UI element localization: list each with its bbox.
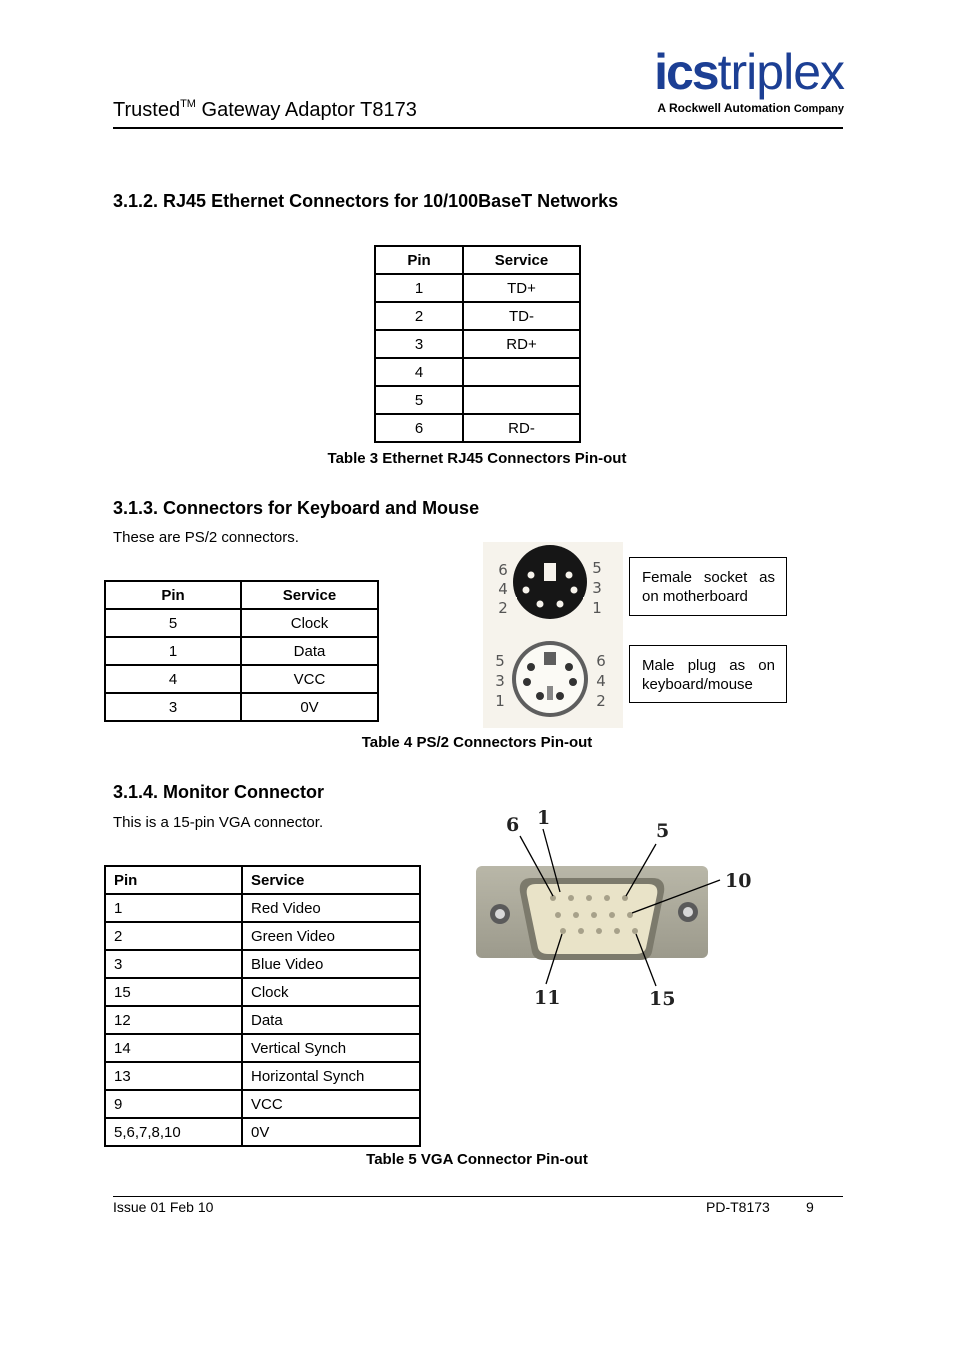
vga-pin-label-15: 15 bbox=[649, 988, 676, 1010]
vga-pinout-table bbox=[104, 865, 421, 1147]
pin-cell: 15 bbox=[105, 978, 242, 1006]
heading-monitor: 3.1.4. Monitor Connector bbox=[113, 782, 325, 802]
table-row bbox=[375, 358, 580, 386]
title-trusted: Trusted bbox=[113, 99, 181, 121]
trademark-mark: TM bbox=[180, 98, 196, 110]
table-row bbox=[105, 1090, 420, 1118]
service-cell: Blue Video bbox=[242, 950, 420, 978]
table-row bbox=[105, 609, 378, 637]
vga-pin-label-1: 1 bbox=[537, 807, 551, 829]
table-row bbox=[105, 693, 378, 721]
caption-table-5: Table 5 VGA Connector Pin-out bbox=[366, 1151, 588, 1168]
service-cell: Red Video bbox=[242, 894, 420, 922]
vga-intro: This is a 15-pin VGA connector. bbox=[113, 814, 324, 831]
heading-ps2: 3.1.3. Connectors for Keyboard and Mouse bbox=[113, 498, 480, 518]
vga-pin-label-10: 10 bbox=[725, 870, 752, 892]
service-cell: Clock bbox=[241, 609, 378, 637]
ps2-male-pin-label: 1 bbox=[495, 692, 505, 710]
service-cell: Vertical Synch bbox=[242, 1034, 420, 1062]
ps2-connector-image bbox=[483, 542, 623, 728]
table-row bbox=[375, 386, 580, 414]
female-socket-callout: Female socket as on motherboard bbox=[629, 557, 787, 616]
service-cell: TD+ bbox=[463, 274, 580, 302]
table-header-service: Service bbox=[241, 581, 378, 609]
ps2-female-pin-label: 3 bbox=[592, 579, 602, 597]
service-cell: RD- bbox=[463, 414, 580, 442]
table-row bbox=[105, 922, 420, 950]
ps2-female-pin-label: 1 bbox=[592, 599, 602, 617]
pin-cell: 5 bbox=[375, 386, 463, 414]
ps2-female-pin-label: 5 bbox=[592, 559, 602, 577]
pin-cell: 6 bbox=[375, 414, 463, 442]
header-divider bbox=[113, 127, 843, 129]
footer-divider bbox=[113, 1196, 843, 1197]
ps2-male-pin-label: 2 bbox=[596, 692, 606, 710]
caption-table-4: Table 4 PS/2 Connectors Pin-out bbox=[361, 734, 593, 751]
caption-table-3: Table 3 Ethernet RJ45 Connectors Pin-out bbox=[327, 450, 627, 467]
pin-cell: 2 bbox=[375, 302, 463, 330]
footer-page-number: 9 bbox=[806, 1199, 814, 1215]
service-cell: Data bbox=[242, 1006, 420, 1034]
ps2-male-pin-label: 3 bbox=[495, 672, 505, 690]
service-cell: Clock bbox=[242, 978, 420, 1006]
service-cell: 0V bbox=[242, 1118, 420, 1146]
vga-pin-insert bbox=[527, 884, 658, 954]
footer-doc-id: PD-T8173 bbox=[706, 1199, 770, 1215]
vga-connector-image bbox=[470, 800, 760, 1015]
service-cell: VCC bbox=[241, 665, 378, 693]
service-cell: TD- bbox=[463, 302, 580, 330]
pin-cell: 5,6,7,8,10 bbox=[105, 1118, 242, 1146]
footer-issue: Issue 01 Feb 10 bbox=[113, 1199, 214, 1215]
vga-pin-label-5: 5 bbox=[656, 820, 670, 842]
table-header-pin: Pin bbox=[105, 581, 241, 609]
ps2-female-pin-label: 6 bbox=[498, 561, 508, 579]
pin-cell: 1 bbox=[105, 637, 241, 665]
logo-company: Company bbox=[793, 103, 844, 115]
table-row bbox=[105, 1118, 420, 1146]
pin-cell: 12 bbox=[105, 1006, 242, 1034]
vga-pin-label-11: 11 bbox=[534, 987, 561, 1009]
ps2-pinout-table bbox=[104, 580, 379, 722]
vga-pin-label-6: 6 bbox=[506, 814, 520, 836]
pin-cell: 3 bbox=[105, 693, 241, 721]
table-row bbox=[375, 330, 580, 358]
table-row bbox=[105, 665, 378, 693]
ps2-female-pin-label: 4 bbox=[498, 580, 508, 598]
service-cell: Green Video bbox=[242, 922, 420, 950]
table-row bbox=[375, 274, 580, 302]
table-header-pin: Pin bbox=[375, 246, 463, 274]
pin-cell: 2 bbox=[105, 922, 242, 950]
table-header-pin: Pin bbox=[105, 866, 242, 894]
service-cell: 0V bbox=[241, 693, 378, 721]
table-row bbox=[375, 414, 580, 442]
table-row bbox=[375, 302, 580, 330]
service-cell bbox=[463, 386, 580, 414]
pin-cell: 13 bbox=[105, 1062, 242, 1090]
pin-cell: 4 bbox=[375, 358, 463, 386]
table-header-service: Service bbox=[463, 246, 580, 274]
rj45-pinout-table bbox=[374, 245, 581, 443]
logo-tagline: A Rockwell Automation bbox=[657, 101, 791, 115]
heading-rj45: 3.1.2. RJ45 Ethernet Connectors for 10/100BaseT Networks bbox=[113, 191, 619, 211]
ps2-male-pin-label: 5 bbox=[495, 652, 505, 670]
document-title bbox=[113, 98, 417, 122]
ps2-male-pin-label: 6 bbox=[596, 652, 606, 670]
logo-ics: ics bbox=[654, 44, 718, 100]
service-cell: Horizontal Synch bbox=[242, 1062, 420, 1090]
ps2-intro: These are PS/2 connectors. bbox=[113, 529, 299, 546]
pin-cell: 1 bbox=[375, 274, 463, 302]
table-row bbox=[105, 894, 420, 922]
ps2-male-pin-label: 4 bbox=[596, 672, 606, 690]
table-header-service: Service bbox=[242, 866, 420, 894]
service-cell: Data bbox=[241, 637, 378, 665]
table-row bbox=[105, 637, 378, 665]
table-row bbox=[105, 978, 420, 1006]
table-row bbox=[105, 1034, 420, 1062]
service-cell bbox=[463, 358, 580, 386]
pin-cell: 9 bbox=[105, 1090, 242, 1118]
title-rest: Gateway Adaptor T8173 bbox=[195, 99, 417, 121]
service-cell: RD+ bbox=[463, 330, 580, 358]
pin-cell: 5 bbox=[105, 609, 241, 637]
company-logo bbox=[612, 44, 844, 120]
logo-triplex: triplex bbox=[717, 44, 844, 100]
pin-cell: 3 bbox=[375, 330, 463, 358]
pin-cell: 4 bbox=[105, 665, 241, 693]
table-row bbox=[105, 950, 420, 978]
pin-cell: 3 bbox=[105, 950, 242, 978]
table-row bbox=[105, 1006, 420, 1034]
male-plug-callout: Male plug as on keyboard/mouse bbox=[629, 645, 787, 703]
service-cell: VCC bbox=[242, 1090, 420, 1118]
pin-cell: 14 bbox=[105, 1034, 242, 1062]
table-row bbox=[105, 1062, 420, 1090]
pin-cell: 1 bbox=[105, 894, 242, 922]
ps2-female-pin-label: 2 bbox=[498, 599, 508, 617]
ps2-male-plug bbox=[512, 641, 588, 717]
